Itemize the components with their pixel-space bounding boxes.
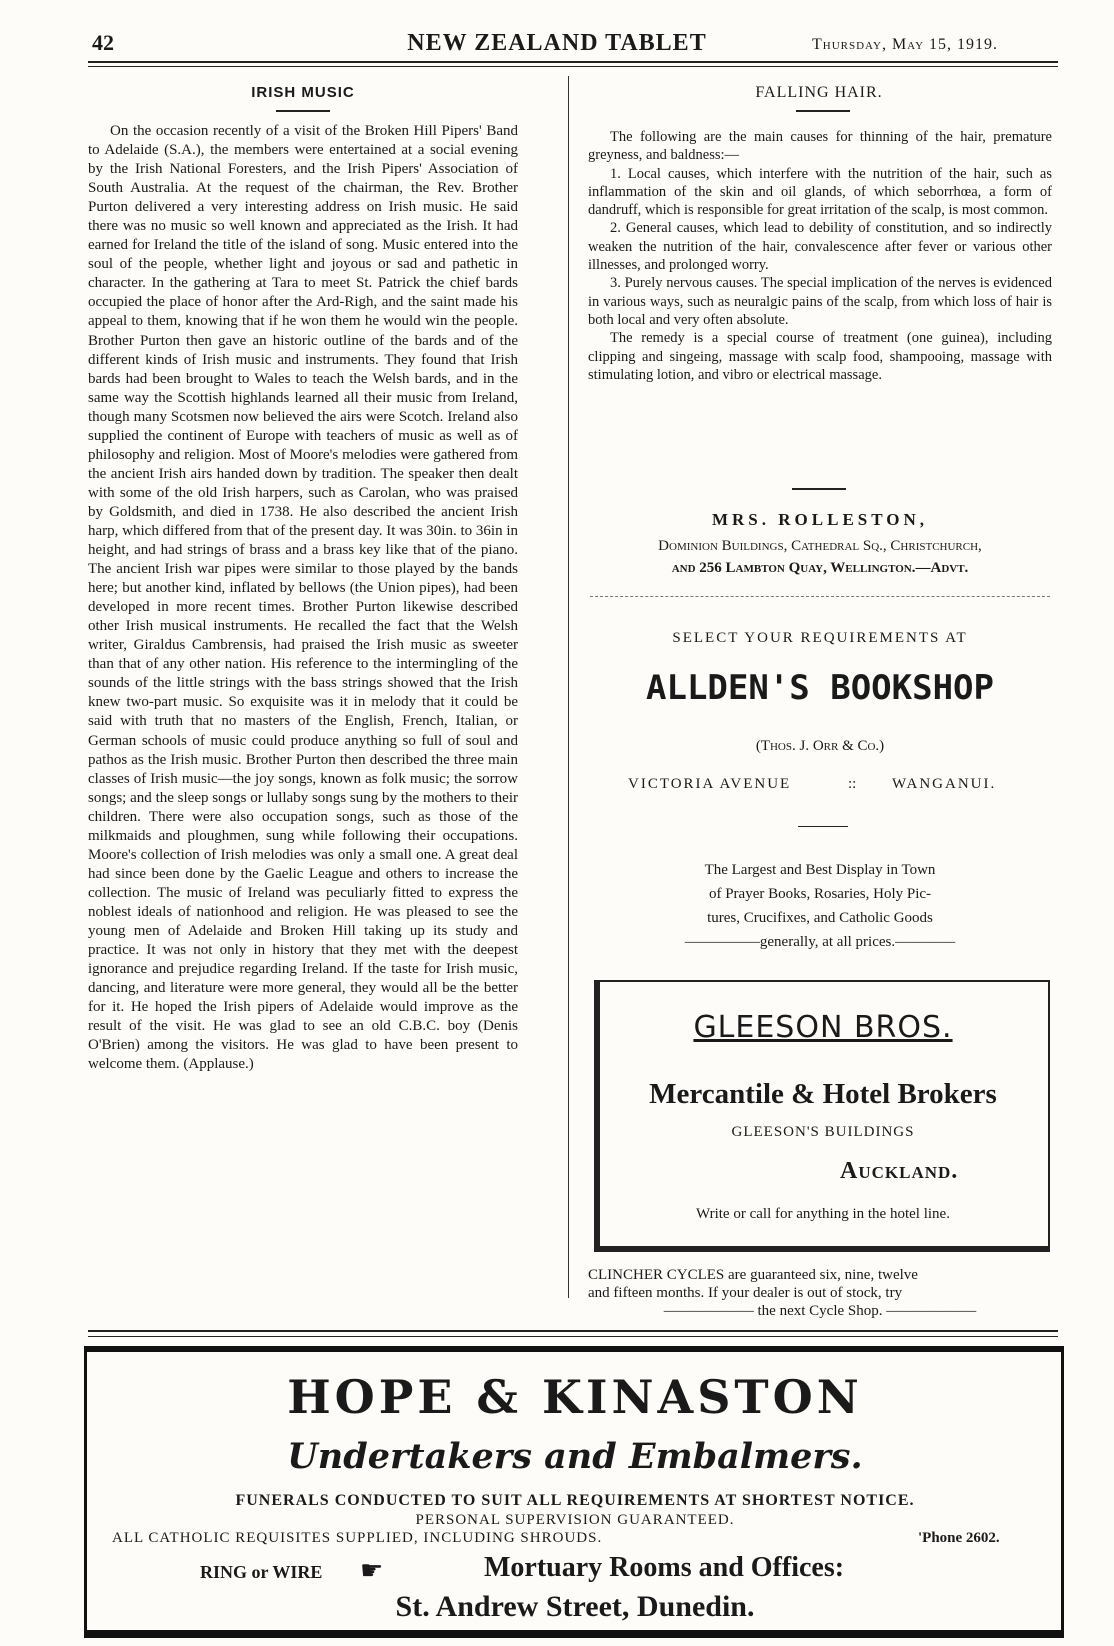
irish-music-title: IRISH MUSIC bbox=[251, 84, 355, 101]
article-paragraph: On the occasion recently of a visit of the Broken Hill Pipers' Band to Adelaide (S.A.), the members were entertained at a social evening by the Irish National Foresters, and the Irish Pipers' Association of South Australia. At the request of the chairman, the Rev. Brother Purton delivered a very interesting address on Irish music. He said there was no music so well known and appreciated as the Irish. It had earned for Ireland the title of the island of song. Music entered into the soul of the people, whether light and joyous or sad and pathetic in character. In the gathering at Tara to meet St. Patrick the chief bards occupied the place of honor after the Ard-Righ, and the saint made his appeal to them, knowing that if he won them he would win the people. Brother Purton then gave an historic outline of the bards and of the different kinds of Irish music and instruments. They found that Irish bards had been brought to Wales to teach the Welsh bards, and in the same way the Scottish highlands learned all their music from Ireland, though many Scotsmen now believed the airs were Scotch. Ireland also supplied the continent of Europe with teachers of music as well as of philosophy and religion. Most of Moore's melodies were gathered from the ancient Irish airs handed down by tradition. The speaker then dealt with some of the old Irish harpers, such as Carolan, who was praised by Goldsmith, and died in 1738. He also described the ancient Irish harp, which differed from that of the present day. It was 30in. to 36in in height, and had strings of brass and a brass key like that of the piano. The ancient Irish war pipes were similar to those played by the bands here; but another kind, inflated by bellows (the Union pipes), had been developed in more recent times. Brother Purton likewise described other Irish musical instruments. He recalled the fact that the Welsh writer, Giraldus Cambrensis, had praised the Irish music as sweeter than that of any other nation. His reference to the intermingling of the sounds of the little strings with the bass strings showed that the Irish knew two-part music. So exquisite was it in melody that it could be said with truth that no masters of the English, French, Italian, or German schools of music could produce anything so full of soul and pathos as the Irish music. Brother Purton then described the three main classes of Irish music—the joy songs, known as folk music; the sorrow songs; and the sleep songs or lullaby songs sung by the mothers to their children. There were also occupation songs, such as those of the milkmaids and ploughmen, sung while following their occupations. Moore's collection of Irish melodies was only a small one. A great deal had since been done by the Gaelic League and others to increase the collection. The music of Ireland was peculiarly fitted to express the noblest ideals of nationhood and religion. He was pleased to see the young men of Adelaide and Broken Hill taking up its study and practice. It was not only in history that they met with the deepest ignorance and prejudice regarding Ireland. If the taste for Irish music, dancing, and literature were more general, they would all be the better for it. He hoped the Irish pipers of Adelaide would improve as the result of the visit. He was glad to see an old C.B.C. boy (Denis O'Brien) among the visitors. He was glad to have been present to welcome them. (Applause.) bbox=[88, 123, 518, 1073]
alldens-name: ALLDEN'S BOOKSHOP bbox=[646, 668, 994, 708]
gleeson-business: Mercantile & Hotel Brokers bbox=[649, 1078, 997, 1110]
article-paragraph: 1. Local causes, which interfere with the nutrition of the hair, such as inflammation of the skin and oil glands, of which seborrhœa, a form of dandruff, which is responsible for great irritation of the scalp, is most common. bbox=[588, 165, 1052, 219]
footer-rule bbox=[88, 1330, 1058, 1332]
alldens-description bbox=[588, 858, 1052, 954]
box-shadow-bottom bbox=[594, 1246, 1050, 1252]
hope-line1: FUNERALS CONDUCTED TO SUIT ALL REQUIREMENTS AT SHORTEST NOTICE. bbox=[235, 1492, 915, 1509]
section-rule bbox=[798, 826, 848, 827]
falling-hair-title: FALLING HAIR. bbox=[755, 84, 883, 101]
description-line: tures, Crucifixes, and Catholic Goods bbox=[707, 910, 933, 926]
hope-line3: ALL CATHOLIC REQUISITES SUPPLIED, INCLUDING SHROUDS. bbox=[112, 1530, 603, 1546]
irish-music-article bbox=[88, 122, 518, 1074]
issue-date: Thursday, May 15, 1919. bbox=[812, 36, 999, 53]
advertiser-address-line2: and 256 Lambton Quay, Wellington.—Advt. bbox=[671, 560, 969, 576]
alldens-street: VICTORIA AVENUE bbox=[628, 776, 792, 792]
clincher-ad bbox=[588, 1266, 1052, 1320]
ad-separator bbox=[590, 596, 1050, 597]
description-line: —————generally, at all prices.———— bbox=[684, 934, 956, 950]
article-paragraph: 2. General causes, which lead to debility of constitution, and so indirectly weaken the nutrition of the hair, convalescence after fever or various other illnesses, and prolonged worry. bbox=[588, 220, 1052, 274]
column-divider bbox=[568, 76, 569, 1298]
header-rule bbox=[88, 61, 1058, 63]
page-number: 42 bbox=[92, 30, 114, 55]
footer-rule-thin bbox=[88, 1336, 1058, 1337]
hope-ring: RING or WIRE bbox=[200, 1562, 323, 1582]
hope-phone: 'Phone 2602. bbox=[918, 1530, 1000, 1546]
gleeson-city: Auckland. bbox=[840, 1158, 959, 1184]
title-underline bbox=[796, 110, 850, 112]
alldens-proprietor: (Thos. J. Orr & Co.) bbox=[755, 738, 885, 754]
hope-line2: PERSONAL SUPERVISION GUARANTEED. bbox=[415, 1512, 735, 1528]
hope-mortuary: Mortuary Rooms and Offices: bbox=[484, 1552, 845, 1583]
alldens-intro: SELECT YOUR REQUIREMENTS AT bbox=[672, 630, 968, 646]
article-paragraph: 3. Purely nervous causes. The special implication of the nerves is evidenced in various ways, such as neuralgic pains of the scalp, from which loss of hair is both local and very often absolute. bbox=[588, 275, 1052, 328]
gleeson-building: GLEESON'S BUILDINGS bbox=[731, 1124, 915, 1140]
hope-trade: Undertakers and Embalmers. bbox=[287, 1436, 863, 1477]
alldens-town: WANGANUI. bbox=[892, 776, 997, 792]
hope-name: HOPE & KINASTON bbox=[287, 1370, 863, 1424]
alldens-separator: :: bbox=[848, 776, 857, 792]
description-line: of Prayer Books, Rosaries, Holy Pic- bbox=[708, 886, 932, 902]
clincher-line: CLINCHER CYCLES are guaranteed six, nine, twelve bbox=[588, 1267, 918, 1283]
section-rule bbox=[792, 488, 846, 490]
header-rule-thin bbox=[88, 66, 1058, 67]
article-paragraph: The remedy is a special course of treatment (one guinea), including clipping and singeing, massage with scalp food, shampooing, massage with stimulating lotion, and vibro or electrical massage. bbox=[588, 330, 1052, 383]
clincher-line: —————— the next Cycle Shop. —————— bbox=[663, 1303, 977, 1319]
gleeson-name: GLEESON BROS. bbox=[693, 1010, 953, 1045]
falling-hair-article bbox=[588, 128, 1052, 384]
gleeson-note: Write or call for anything in the hotel line. bbox=[696, 1206, 950, 1222]
hope-street: St. Andrew Street, Dunedin. bbox=[395, 1590, 755, 1623]
pointing-hand-icon: ☛ bbox=[360, 1556, 384, 1585]
description-line: The Largest and Best Display in Town bbox=[704, 862, 936, 878]
title-underline bbox=[276, 110, 330, 112]
publication-title: NEW ZEALAND TABLET bbox=[407, 30, 707, 56]
advertiser-address-line1: Dominion Buildings, Cathedral Sq., Christchurch, bbox=[658, 538, 982, 554]
advertiser-name: MRS. ROLLESTON, bbox=[711, 510, 929, 529]
article-paragraph: The following are the main causes for thinning of the hair, premature greyness, and baldness:— bbox=[588, 129, 1052, 164]
clincher-line: and fifteen months. If your dealer is out of stock, try bbox=[588, 1285, 903, 1301]
